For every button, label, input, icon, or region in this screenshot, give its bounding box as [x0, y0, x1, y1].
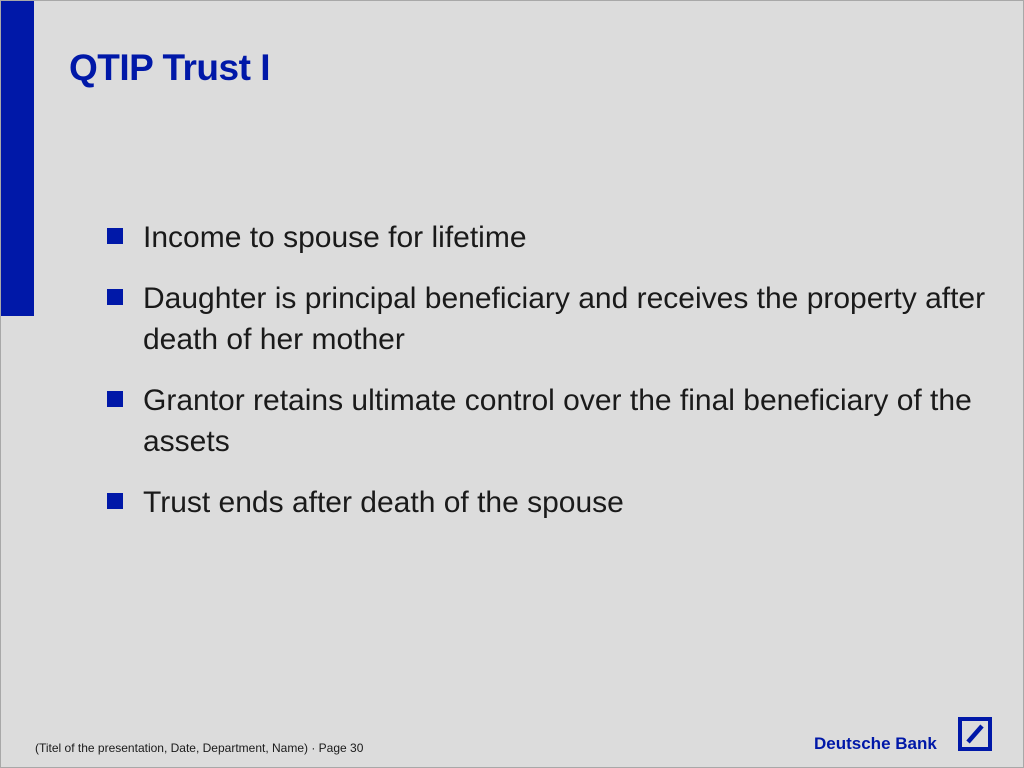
bullet-text: Trust ends after death of the spouse — [143, 486, 624, 519]
accent-bar — [1, 1, 34, 316]
bullet-list — [107, 217, 1007, 543]
footer-text: (Titel of the presentation, Date, Department, Name) · Page 30 — [35, 741, 364, 755]
deutsche-bank-logo-icon — [958, 717, 992, 751]
bullet-item — [107, 278, 1007, 360]
bullet-text: Grantor retains ultimate control over the final beneficiary of the assets — [143, 384, 972, 458]
bullet-item — [107, 217, 1007, 258]
bullet-square-icon — [107, 493, 123, 509]
bullet-text: Daughter is principal beneficiary and receives the property after death of her mother — [143, 282, 986, 356]
bullet-text: Income to spouse for lifetime — [143, 221, 527, 254]
bullet-item — [107, 380, 1007, 462]
bullet-square-icon — [107, 228, 123, 244]
slide-title: QTIP Trust I — [69, 47, 270, 88]
bullet-square-icon — [107, 391, 123, 407]
brand-name: Deutsche Bank — [814, 734, 937, 753]
bullet-square-icon — [107, 289, 123, 305]
bullet-item — [107, 482, 1007, 523]
